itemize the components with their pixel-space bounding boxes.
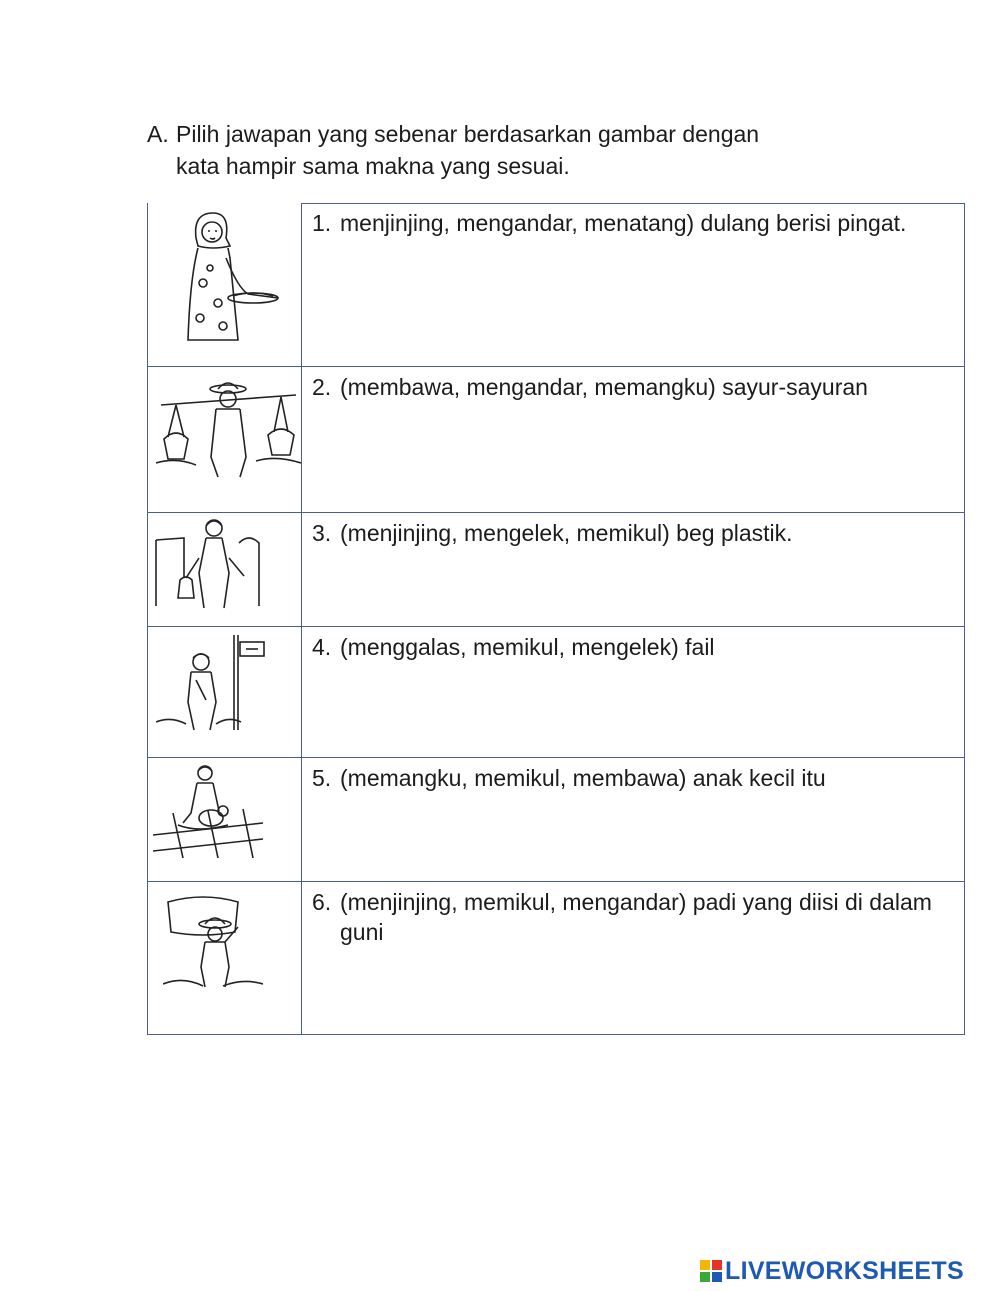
instruction-line-2: kata hampir sama makna yang sesuai. [176, 153, 570, 179]
question-6-picture-cell [147, 882, 302, 1035]
liveworksheets-logo-icon [700, 1260, 722, 1282]
question-4-picture-cell [147, 627, 302, 757]
instruction-line-1: Pilih jawapan yang sebenar berdasarkan gambar dengan [176, 121, 760, 147]
table-bottom-border [147, 1034, 965, 1035]
question-4-text-cell [302, 627, 965, 757]
boy-with-file-icon [156, 630, 276, 735]
question-3-text-cell [302, 513, 965, 626]
question-number: 1. [312, 210, 332, 236]
mother-holding-child-icon [153, 763, 268, 858]
question-5-text-cell [302, 758, 965, 881]
question-number: 5. [312, 765, 332, 791]
farmer-carrying-sack-icon [163, 892, 263, 992]
question-2-picture-cell [147, 367, 302, 512]
farmer-carrying-baskets-icon [156, 377, 301, 482]
question-text: menjinjing, mengandar, menatang) dulang berisi pingat. [340, 210, 907, 236]
question-5-picture-cell [147, 758, 302, 881]
question-6-text-cell [302, 882, 965, 1035]
question-1-picture-cell [147, 203, 302, 366]
table-top-border [302, 203, 965, 204]
question-text: (menjinjing, mengelek, memikul) beg plastik. [340, 520, 793, 546]
question-3-picture-cell [147, 513, 302, 626]
instruction-label: A. [147, 121, 169, 147]
question-text: (membawa, mengandar, memangku) sayur-sayuran [340, 374, 868, 400]
question-text: (memangku, memikul, membawa) anak kecil itu [340, 765, 826, 791]
question-number: 4. [312, 634, 332, 660]
question-number: 2. [312, 374, 332, 400]
woman-carrying-tray-icon [168, 208, 283, 343]
question-number: 6. [312, 889, 332, 915]
question-5 [312, 763, 962, 793]
question-4 [312, 632, 962, 662]
question-table [147, 203, 965, 1035]
brand-name: LIVEWORKSHEETS [725, 1256, 964, 1285]
question-text: (menggalas, memikul, mengelek) fail [340, 634, 715, 660]
question-3 [312, 518, 962, 548]
question-text: (menjinjing, memikul, mengandar) padi yang diisi di dalam guni [340, 889, 932, 945]
question-1 [312, 208, 962, 238]
question-number: 3. [312, 520, 332, 546]
question-2 [312, 372, 962, 402]
woman-carrying-bag-icon [154, 518, 264, 613]
question-1-text-cell [302, 203, 965, 366]
question-2-text-cell [302, 367, 965, 512]
question-6 [312, 887, 962, 947]
brand-footer[interactable] [700, 1257, 964, 1285]
